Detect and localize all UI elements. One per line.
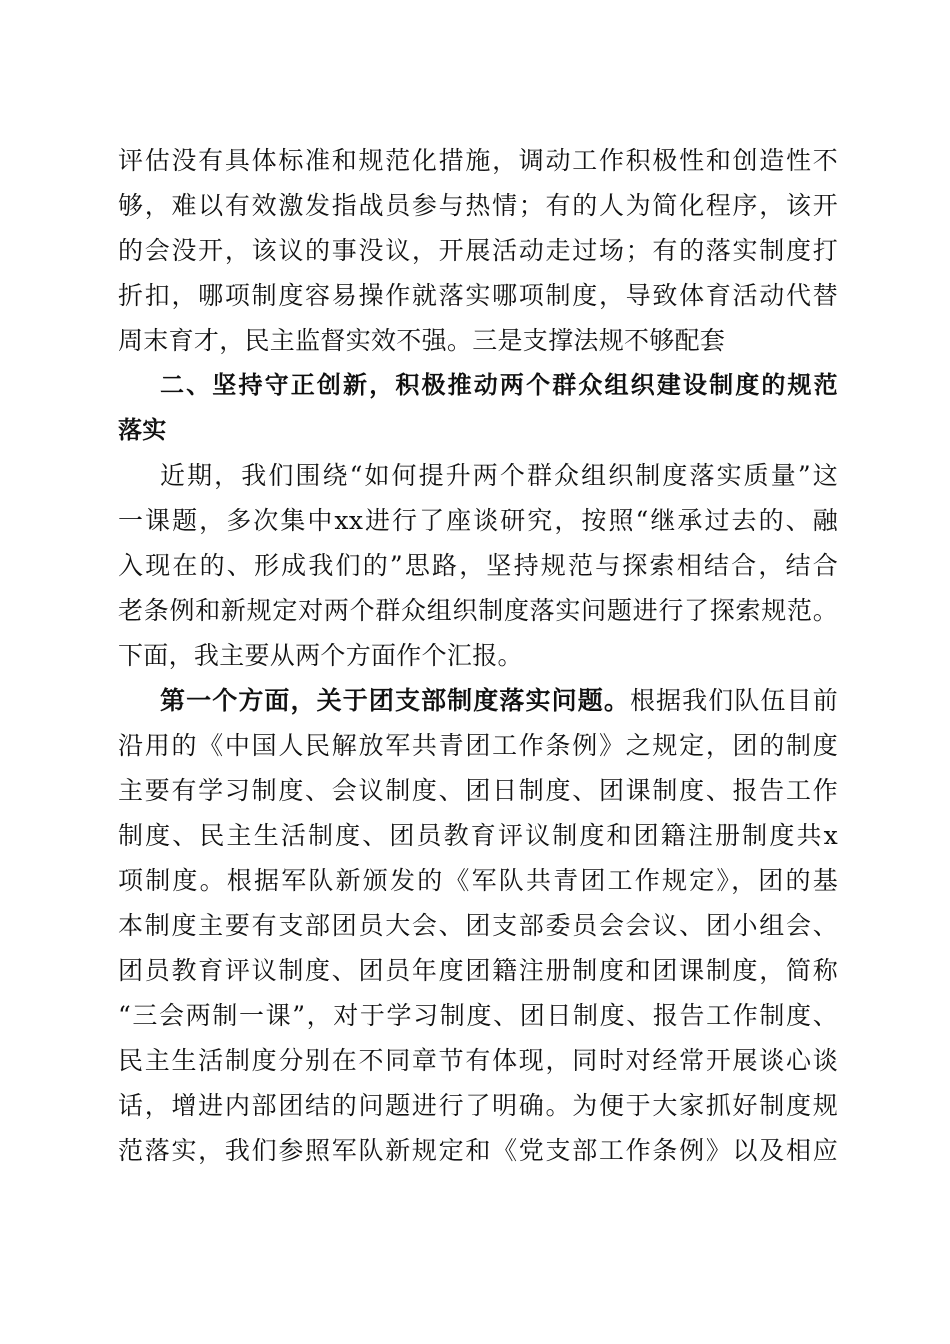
text-line: 话，增进内部团结的问题进行了明确。为便于大家抓好制度规	[118, 1091, 838, 1120]
text-line: 沿用的《中国人民解放军共青团工作条例》之规定，团的制度	[118, 731, 838, 760]
text-line: 范落实，我们参照军队新规定和《党支部工作条例》以及相应	[118, 1136, 838, 1165]
text-line: 项制度。根据军队新颁发的《军队共青团工作规定》，团的基	[118, 866, 838, 895]
text-line	[118, 678, 838, 723]
text-line: 民主生活制度分别在不同章节有体现，同时对经常开展谈心谈	[118, 1046, 838, 1075]
text-line: 够，难以有效激发指战员参与热情；有的人为简化程序，该开	[118, 191, 838, 220]
text-line: 评估没有具体标准和规范化措施，调动工作积极性和创造性不	[118, 146, 838, 175]
lead-line-rest: 根据我们队伍目前	[629, 686, 838, 715]
text-line: 团员教育评议制度、团员年度团籍注册制度和团课制度，简称	[118, 956, 838, 985]
text-line: 近期，我们围绕“如何提升两个群众组织制度落实质量”这	[160, 461, 838, 490]
text-line: 入现在的、形成我们的”思路，坚持规范与探索相结合，结合	[118, 551, 838, 580]
heading-line: 二、坚持守正创新，积极推动两个群众组织建设制度的规范	[160, 371, 838, 399]
paragraph-intro	[118, 453, 838, 678]
text-line: 主要有学习制度、会议制度、团日制度、团课制度、报告工作	[118, 776, 838, 805]
text-line: 制度、民主生活制度、团员教育评议制度和团籍注册制度共x	[118, 821, 838, 850]
text-line: “三会两制一课”，对于学习制度、团日制度、报告工作制度、	[118, 1001, 838, 1030]
text-line: 一课题，多次集中xx进行了座谈研究，按照“继承过去的、融	[118, 506, 838, 535]
document-body	[118, 138, 838, 1173]
section-heading	[118, 363, 838, 453]
paragraph-continuation	[118, 138, 838, 363]
text-line: 周末育才，民主监督实效不强。三是支撑法规不够配套	[118, 326, 726, 355]
text-line: 下面，我主要从两个方面作个汇报。	[118, 641, 523, 670]
text-line: 的会没开，该议的事没议，开展活动走过场；有的落实制度打	[118, 236, 838, 265]
paragraph-first-aspect	[118, 678, 838, 1173]
text-line: 折扣，哪项制度容易操作就落实哪项制度，导致体育活动代替	[118, 281, 838, 310]
text-line: 本制度主要有支部团员大会、团支部委员会会议、团小组会、	[118, 911, 838, 940]
bold-lead-text: 第一个方面，关于团支部制度落实问题。	[160, 686, 630, 715]
heading-line: 落实	[118, 416, 167, 444]
text-line: 老条例和新规定对两个群众组织制度落实问题进行了探索规范。	[118, 596, 838, 625]
